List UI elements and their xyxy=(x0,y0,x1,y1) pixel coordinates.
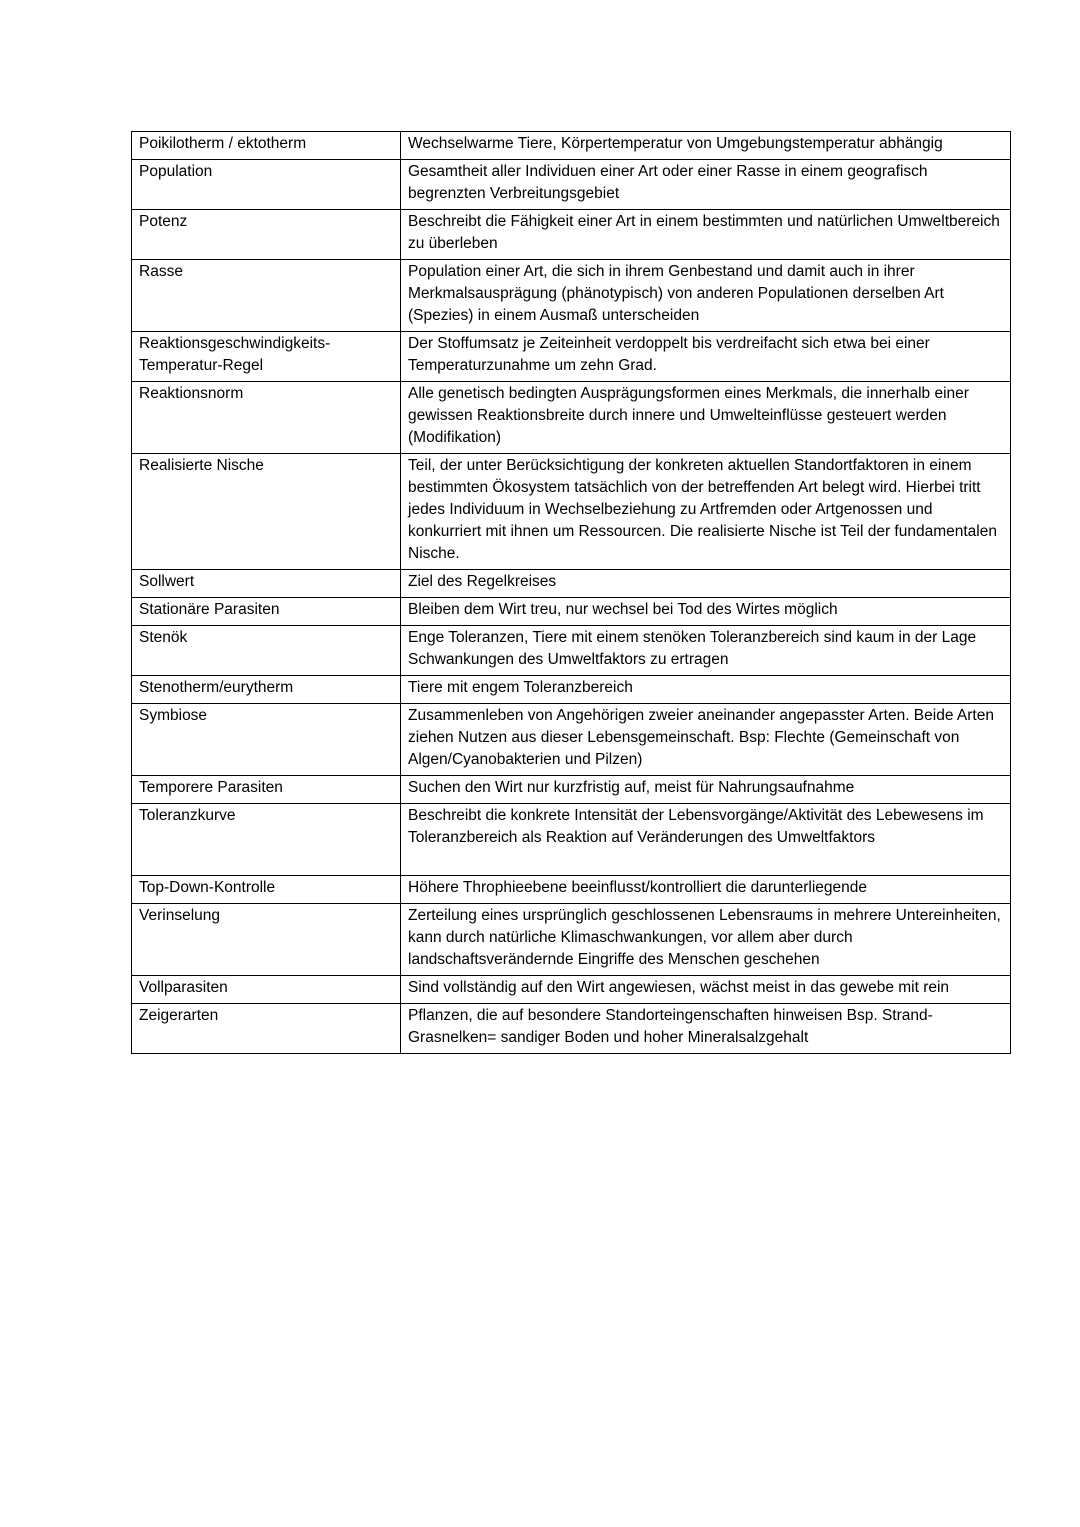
term-cell: Population xyxy=(132,160,401,210)
glossary-table xyxy=(131,131,1011,1054)
definition-cell: Sind vollständig auf den Wirt angewiesen, wächst meist in das gewebe mit rein xyxy=(401,976,1011,1004)
term-cell: Temporere Parasiten xyxy=(132,776,401,804)
definition-cell: Bleiben dem Wirt treu, nur wechsel bei Tod des Wirtes möglich xyxy=(401,598,1011,626)
table-row xyxy=(132,570,1011,598)
definition-cell: Höhere Throphieebene beeinflusst/kontrolliert die darunterliegende xyxy=(401,876,1011,904)
table-row xyxy=(132,876,1011,904)
definition-cell: Zusammenleben von Angehörigen zweier aneinander angepasster Arten. Beide Arten ziehen Nutzen aus dieser Lebensgemeinschaft. Bsp: Flechte (Gemeinschaft von Algen/Cyanobakterien und Pilzen) xyxy=(401,704,1011,776)
table-row xyxy=(132,704,1011,776)
table-row xyxy=(132,1004,1011,1054)
table-row xyxy=(132,976,1011,1004)
table-row xyxy=(132,332,1011,382)
table-row xyxy=(132,676,1011,704)
term-cell: Sollwert xyxy=(132,570,401,598)
definition-cell: Teil, der unter Berücksichtigung der konkreten aktuellen Standortfaktoren in einem bestimmten Ökosystem tatsächlich von der betreffenden Art belegt wird. Hierbei tritt jedes Individuum in Wechselbeziehung zu Artfremden oder Artgenossen und konkurriert mit ihnen um Ressourcen. Die realisierte Nische ist Teil der fundamentalen Nische. xyxy=(401,454,1011,570)
table-row xyxy=(132,776,1011,804)
term-cell: Verinselung xyxy=(132,904,401,976)
table-row xyxy=(132,904,1011,976)
glossary-table-body xyxy=(132,132,1011,1054)
table-row xyxy=(132,598,1011,626)
term-cell: Toleranzkurve xyxy=(132,804,401,876)
table-row xyxy=(132,132,1011,160)
table-row xyxy=(132,626,1011,676)
term-cell: Reaktionsnorm xyxy=(132,382,401,454)
definition-cell: Gesamtheit aller Individuen einer Art oder einer Rasse in einem geografisch begrenzten Verbreitungsgebiet xyxy=(401,160,1011,210)
term-cell: Reaktionsgeschwindigkeits-Temperatur-Regel xyxy=(132,332,401,382)
table-row xyxy=(132,382,1011,454)
term-cell: Vollparasiten xyxy=(132,976,401,1004)
definition-cell: Tiere mit engem Toleranzbereich xyxy=(401,676,1011,704)
table-row xyxy=(132,160,1011,210)
term-cell: Rasse xyxy=(132,260,401,332)
definition-cell: Population einer Art, die sich in ihrem Genbestand und damit auch in ihrer Merkmalsausprägung (phänotypisch) von anderen Populationen derselben Art (Spezies) in einem Ausmaß unterscheiden xyxy=(401,260,1011,332)
term-cell: Top-Down-Kontrolle xyxy=(132,876,401,904)
table-row xyxy=(132,210,1011,260)
term-cell: Zeigerarten xyxy=(132,1004,401,1054)
definition-cell: Enge Toleranzen, Tiere mit einem stenöken Toleranzbereich sind kaum in der Lage Schwankungen des Umweltfaktors zu ertragen xyxy=(401,626,1011,676)
table-row xyxy=(132,804,1011,876)
term-cell: Poikilotherm / ektotherm xyxy=(132,132,401,160)
definition-cell: Ziel des Regelkreises xyxy=(401,570,1011,598)
table-row xyxy=(132,260,1011,332)
term-cell: Stenök xyxy=(132,626,401,676)
definition-cell: Pflanzen, die auf besondere Standorteingenschaften hinweisen Bsp. Strand-Grasnelken= sandiger Boden und hoher Mineralsalzgehalt xyxy=(401,1004,1011,1054)
definition-cell: Zerteilung eines ursprünglich geschlossenen Lebensraums in mehrere Untereinheiten, kann durch natürliche Klimaschwankungen, vor allem aber durch landschaftsverändernde Eingriffe des Menschen geschehen xyxy=(401,904,1011,976)
definition-cell: Wechselwarme Tiere, Körpertemperatur von Umgebungstemperatur abhängig xyxy=(401,132,1011,160)
definition-cell: Beschreibt die Fähigkeit einer Art in einem bestimmten und natürlichen Umweltbereich zu überleben xyxy=(401,210,1011,260)
definition-cell: Suchen den Wirt nur kurzfristig auf, meist für Nahrungsaufnahme xyxy=(401,776,1011,804)
term-cell: Potenz xyxy=(132,210,401,260)
definition-cell: Der Stoffumsatz je Zeiteinheit verdoppelt bis verdreifacht sich etwa bei einer Temperaturzunahme um zehn Grad. xyxy=(401,332,1011,382)
table-row xyxy=(132,454,1011,570)
term-cell: Realisierte Nische xyxy=(132,454,401,570)
term-cell: Stationäre Parasiten xyxy=(132,598,401,626)
definition-cell: Alle genetisch bedingten Ausprägungsformen eines Merkmals, die innerhalb einer gewissen Reaktionsbreite durch innere und Umwelteinflüsse gesteuert werden (Modifikation) xyxy=(401,382,1011,454)
term-cell: Symbiose xyxy=(132,704,401,776)
definition-cell: Beschreibt die konkrete Intensität der Lebensvorgänge/Aktivität des Lebewesens im Toleranzbereich als Reaktion auf Veränderungen des Umweltfaktors xyxy=(401,804,1011,876)
term-cell: Stenotherm/eurytherm xyxy=(132,676,401,704)
